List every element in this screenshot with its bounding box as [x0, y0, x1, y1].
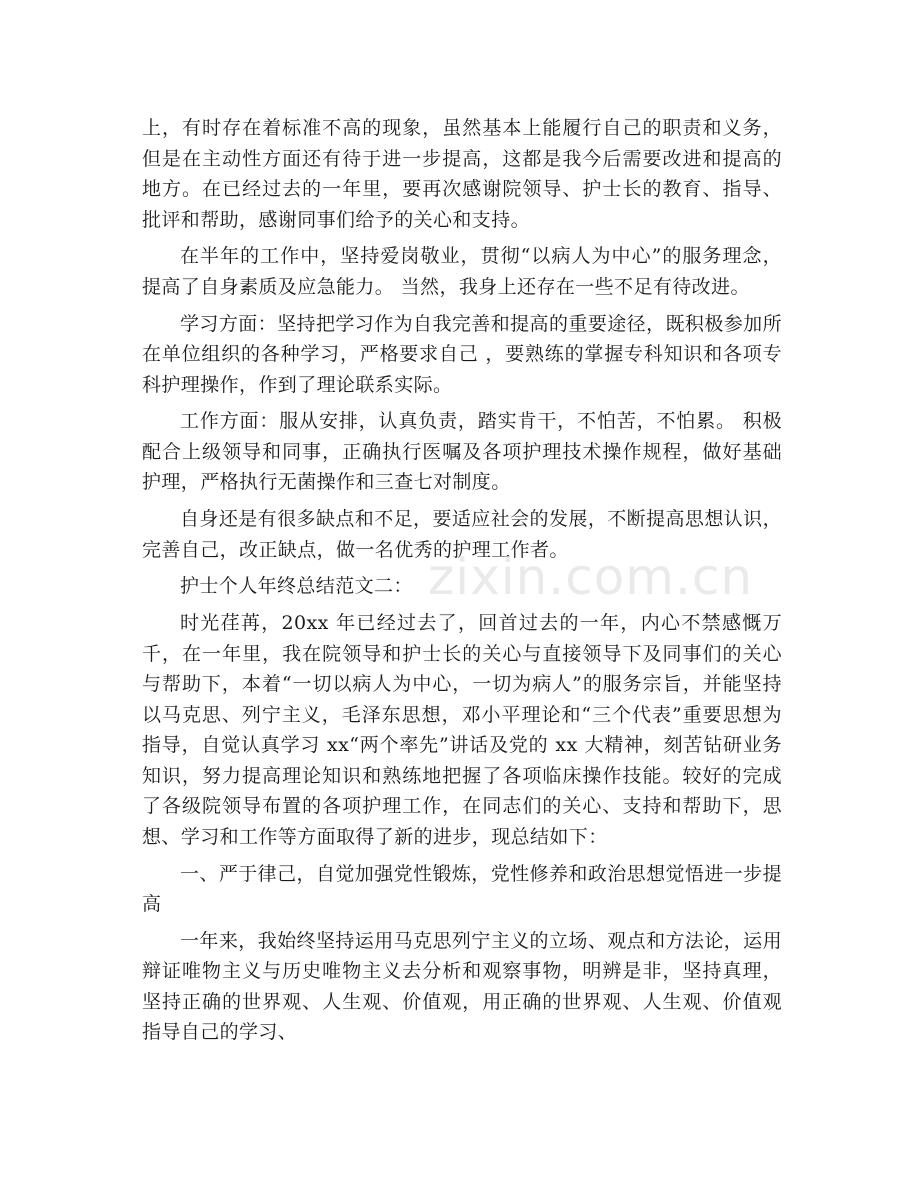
paragraph-2: 在半年的工作中，坚持爱岗敬业，贯彻“以病人为中心”的服务理念，提高了自身素质及应急能力。 当然，我身上还存在一些不足有待改进。	[142, 245, 782, 298]
watermark: zixin.com.cn	[428, 548, 754, 606]
paragraph-9: 一年来，我始终坚持运用马克思列宁主义的立场、观点和方法论，运用辩证唯物主义与历史唯物主义去分析和观察事物，明辨是非，坚持真理，坚持正确的世界观、人生观、价值观，用正确的世界观、人生观、价值观指导自己的学习、	[142, 929, 782, 1044]
paragraph-5: 自身还是有很多缺点和不足，要适应社会的发展，不断提高思想认识，完善自己，改正缺点，做一名优秀的护理工作者。	[142, 508, 782, 561]
paragraph-7: 时光荏苒，20xx 年已经过去了，回首过去的一年，内心不禁感慨万千，在一年里，我在院领导和护士长的关心与直接领导下及同事们的关心与帮助下，本着“一切以病人为中心，一切为病人”的服务宗旨，并能坚持以马克思、列宁主义，毛泽东思想，邓小平理论和“三个代表”重要思想为指导，自觉认真学习 xx“两个率先”讲话及党的 xx 大精神，刻苦钻研业务知识，努力提高理论知识和熟练地把握了各项临床操作技能。较好的完成了各级院领导布置的各项护理工作，在同志们的关心、支持和帮助下，思想、学习和工作等方面取得了新的进步，现总结如下：	[142, 612, 782, 848]
paragraph-1: 上，有时存在着标准不高的现象，虽然基本上能履行自己的职责和义务，但是在主动性方面还有待于进一步提高，这都是我今后需要改进和提高的地方。在已经过去的一年里，要再次感谢院领导、护士长的教育、指导、批评和帮助，感谢同事们给予的关心和支持。	[142, 117, 782, 231]
section-heading-one: 一、严于律己，自觉加强党性锻炼，党性修养和政治思想觉悟进一步提高	[142, 862, 782, 916]
document-body	[142, 113, 782, 1054]
paragraph-3: 学习方面：坚持把学习作为自我完善和提高的重要途径，既积极参加所在单位组织的各种学习，严格要求自己 ，要熟练的掌握专科知识和各项专科护理操作，作到了理论联系实际。	[142, 312, 782, 396]
paragraph-4: 工作方面：服从安排，认真负责，踏实肯干，不怕苦，不怕累。 积极配合上级领导和同事，正确执行医嘱及各项护理技术操作规程，做好基础护理，严格执行无菌操作和三查七对制度。	[142, 410, 782, 494]
section-heading-sample-two: 护士个人年终总结范文二：	[180, 575, 413, 598]
